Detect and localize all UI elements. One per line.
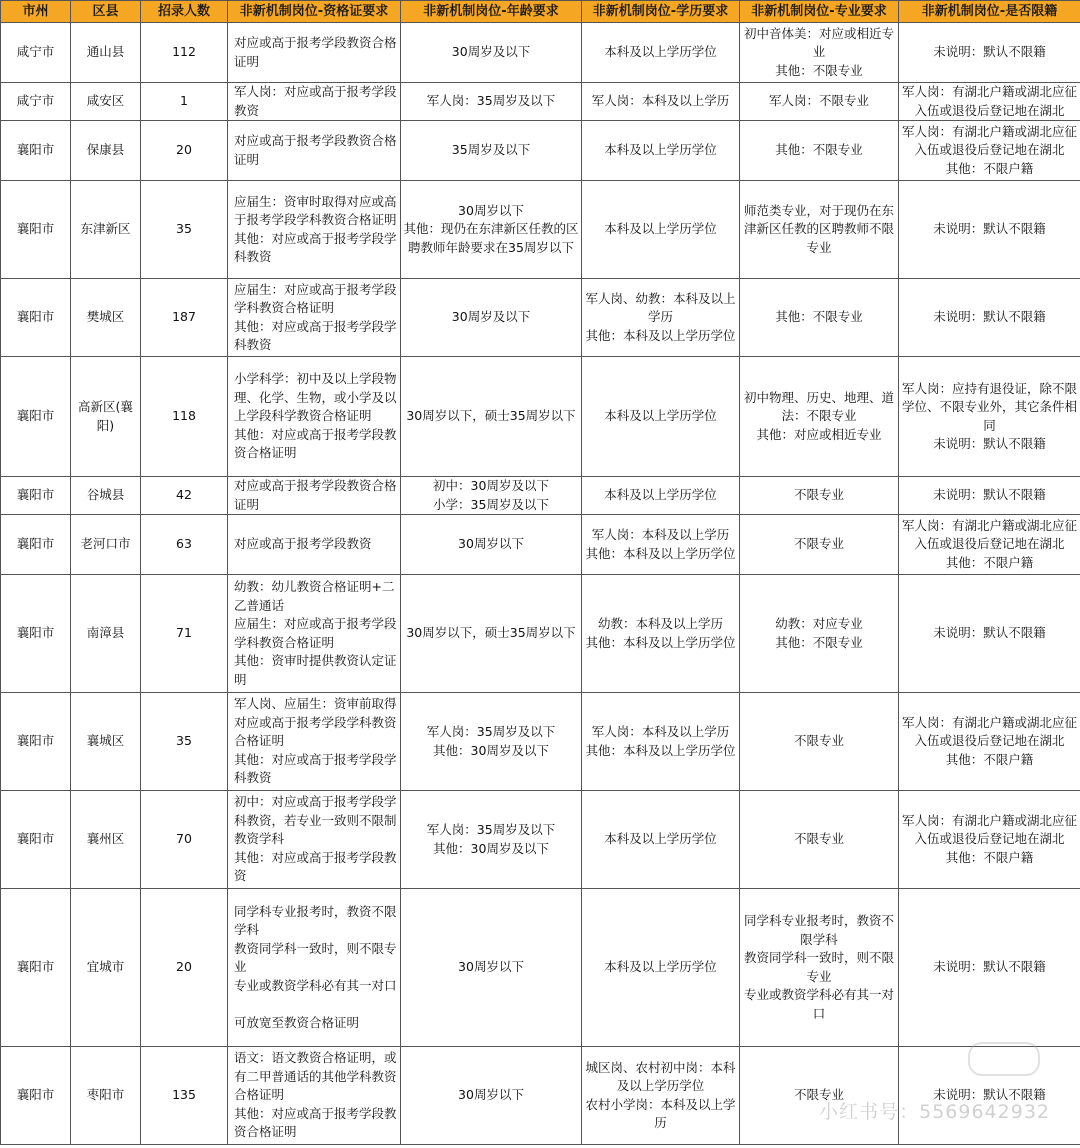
cert-cell: 同学科专业报考时，教资不限学科 教资同学科一致时，则不限专业 专业或教资学科必有其一对口 可放宽至教资合格证明 xyxy=(228,889,401,1047)
table-row xyxy=(1,1047,1080,1145)
city-cell: 襄阳市 xyxy=(1,181,71,279)
household-cell: 未说明：默认不限籍 xyxy=(899,889,1080,1047)
cert-cell: 军人岗、应届生：资审前取得对应或高于报考学段学科教资合格证明 其他：对应或高于报考学段学科教资 xyxy=(228,693,401,791)
age-cell: 军人岗：35周岁及以下 xyxy=(401,83,582,121)
district-cell: 通山县 xyxy=(71,23,141,83)
count-cell: 1 xyxy=(141,83,228,121)
table-row xyxy=(1,791,1080,889)
city-cell: 襄阳市 xyxy=(1,693,71,791)
header-count: 招录人数 xyxy=(141,1,228,23)
household-cell: 军人岗：有湖北户籍或湖北应征入伍或退役后登记地在湖北 其他：不限户籍 xyxy=(899,121,1080,181)
table-row xyxy=(1,477,1080,515)
education-cell: 本科及以上学历学位 xyxy=(582,477,740,515)
district-cell: 枣阳市 xyxy=(71,1047,141,1145)
table-row xyxy=(1,279,1080,357)
header-cert: 非新机制岗位-资格证要求 xyxy=(228,1,401,23)
education-cell: 幼教：本科及以上学历 其他：本科及以上学历学位 xyxy=(582,575,740,693)
city-cell: 襄阳市 xyxy=(1,477,71,515)
header-education: 非新机制岗位-学历要求 xyxy=(582,1,740,23)
education-cell: 本科及以上学历学位 xyxy=(582,121,740,181)
cert-cell: 幼教：幼儿教资合格证明+二乙普通话 应届生：对应或高于报考学段学科教资合格证明 其他：资审时提供教资认定证明 xyxy=(228,575,401,693)
age-cell: 30周岁及以下 xyxy=(401,23,582,83)
count-cell: 187 xyxy=(141,279,228,357)
cert-cell: 军人岗：对应或高于报考学段教资 xyxy=(228,83,401,121)
header-city: 市州 xyxy=(1,1,71,23)
watermark-text: 小红书号：5569642932 xyxy=(819,1101,1050,1123)
cert-cell: 对应或高于报考学段教资合格证明 xyxy=(228,23,401,83)
major-cell: 军人岗：不限专业 xyxy=(740,83,899,121)
district-cell: 南漳县 xyxy=(71,575,141,693)
household-cell: 未说明：默认不限籍 xyxy=(899,181,1080,279)
city-cell: 襄阳市 xyxy=(1,357,71,477)
city-cell: 襄阳市 xyxy=(1,515,71,575)
header-age: 非新机制岗位-年龄要求 xyxy=(401,1,582,23)
household-cell: 未说明：默认不限籍 xyxy=(899,279,1080,357)
cert-cell: 语文：语文教资合格证明，或有二甲普通话的其他学科教资合格证明 其他：对应或高于报考学段教资合格证明 xyxy=(228,1047,401,1145)
header-district: 区县 xyxy=(71,1,141,23)
education-cell: 本科及以上学历学位 xyxy=(582,357,740,477)
major-cell: 师范类专业，对于现仍在东津新区任教的区聘教师不限专业 xyxy=(740,181,899,279)
table-row xyxy=(1,23,1080,83)
age-cell: 30周岁及以下 xyxy=(401,279,582,357)
age-cell: 军人岗：35周岁及以下 其他：30周岁及以下 xyxy=(401,693,582,791)
education-cell: 城区岗、农村初中岗：本科及以上学历学位 农村小学岗：本科及以上学历 xyxy=(582,1047,740,1145)
household-cell: 军人岗：有湖北户籍或湖北应征入伍或退役后登记地在湖北 xyxy=(899,83,1080,121)
household-cell: 未说明：默认不限籍 xyxy=(899,575,1080,693)
table-row xyxy=(1,83,1080,121)
count-cell: 20 xyxy=(141,889,228,1047)
education-cell: 军人岗、幼教：本科及以上学历 其他：本科及以上学历学位 xyxy=(582,279,740,357)
city-cell: 襄阳市 xyxy=(1,791,71,889)
table-row xyxy=(1,181,1080,279)
header-row xyxy=(1,1,1080,23)
count-cell: 42 xyxy=(141,477,228,515)
district-cell: 老河口市 xyxy=(71,515,141,575)
household-cell: 军人岗：应持有退役证，除不限学位、不限专业外，其它条件相同 未说明：默认不限籍 xyxy=(899,357,1080,477)
cert-cell: 应届生：对应或高于报考学段学科教资合格证明 其他：对应或高于报考学段学科教资 xyxy=(228,279,401,357)
city-cell: 襄阳市 xyxy=(1,1047,71,1145)
count-cell: 112 xyxy=(141,23,228,83)
household-cell: 军人岗：有湖北户籍或湖北应征入伍或退役后登记地在湖北 其他：不限户籍 xyxy=(899,791,1080,889)
city-cell: 咸宁市 xyxy=(1,83,71,121)
cert-cell: 对应或高于报考学段教资 xyxy=(228,515,401,575)
education-cell: 本科及以上学历学位 xyxy=(582,889,740,1047)
education-cell: 军人岗：本科及以上学历 xyxy=(582,83,740,121)
age-cell: 35周岁及以下 xyxy=(401,121,582,181)
age-cell: 30周岁以下，硕士35周岁以下 xyxy=(401,357,582,477)
education-cell: 本科及以上学历学位 xyxy=(582,791,740,889)
table-row xyxy=(1,575,1080,693)
city-cell: 襄阳市 xyxy=(1,279,71,357)
count-cell: 35 xyxy=(141,693,228,791)
major-cell: 不限专业 xyxy=(740,515,899,575)
district-cell: 宜城市 xyxy=(71,889,141,1047)
header-major: 非新机制岗位-专业要求 xyxy=(740,1,899,23)
age-cell: 30周岁以下 xyxy=(401,889,582,1047)
major-cell: 不限专业 xyxy=(740,1047,899,1145)
table-row xyxy=(1,515,1080,575)
table-row xyxy=(1,121,1080,181)
major-cell: 其他：不限专业 xyxy=(740,121,899,181)
age-cell: 初中：30周岁及以下 小学：35周岁及以下 xyxy=(401,477,582,515)
major-cell: 其他：不限专业 xyxy=(740,279,899,357)
household-cell: 未说明：默认不限籍 xyxy=(899,23,1080,83)
district-cell: 咸安区 xyxy=(71,83,141,121)
cert-cell: 对应或高于报考学段教资合格证明 xyxy=(228,477,401,515)
major-cell: 初中物理、历史、地理、道法：不限专业 其他：对应或相近专业 xyxy=(740,357,899,477)
education-cell: 本科及以上学历学位 xyxy=(582,181,740,279)
watermark-logo-icon xyxy=(968,1042,1040,1076)
major-cell: 不限专业 xyxy=(740,693,899,791)
district-cell: 谷城县 xyxy=(71,477,141,515)
household-cell: 未说明：默认不限籍 xyxy=(899,1047,1080,1145)
education-cell: 本科及以上学历学位 xyxy=(582,23,740,83)
age-cell: 30周岁以下 xyxy=(401,1047,582,1145)
district-cell: 保康县 xyxy=(71,121,141,181)
city-cell: 襄阳市 xyxy=(1,575,71,693)
education-cell: 军人岗：本科及以上学历 其他：本科及以上学历学位 xyxy=(582,515,740,575)
count-cell: 63 xyxy=(141,515,228,575)
major-cell: 不限专业 xyxy=(740,477,899,515)
cert-cell: 小学科学：初中及以上学段物理、化学、生物，或小学及以上学段科学教资合格证明 其他：对应或高于报考学段教资合格证明 xyxy=(228,357,401,477)
count-cell: 135 xyxy=(141,1047,228,1145)
major-cell: 初中音体美：对应或相近专业 其他：不限专业 xyxy=(740,23,899,83)
district-cell: 东津新区 xyxy=(71,181,141,279)
age-cell: 军人岗：35周岁及以下 其他：30周岁及以下 xyxy=(401,791,582,889)
city-cell: 咸宁市 xyxy=(1,23,71,83)
count-cell: 118 xyxy=(141,357,228,477)
table-row xyxy=(1,889,1080,1047)
cert-cell: 应届生：资审时取得对应或高于报考学段学科教资合格证明 其他：对应或高于报考学段学科教资 xyxy=(228,181,401,279)
major-cell: 不限专业 xyxy=(740,791,899,889)
header-household: 非新机制岗位-是否限籍 xyxy=(899,1,1080,23)
table-row xyxy=(1,693,1080,791)
household-cell: 军人岗：有湖北户籍或湖北应征入伍或退役后登记地在湖北 其他：不限户籍 xyxy=(899,515,1080,575)
district-cell: 高新区(襄阳) xyxy=(71,357,141,477)
count-cell: 35 xyxy=(141,181,228,279)
cert-cell: 初中：对应或高于报考学段学科教资，若专业一致则不限制教资学科 其他：对应或高于报考学段教资 xyxy=(228,791,401,889)
table-row xyxy=(1,357,1080,477)
district-cell: 樊城区 xyxy=(71,279,141,357)
district-cell: 襄州区 xyxy=(71,791,141,889)
city-cell: 襄阳市 xyxy=(1,121,71,181)
age-cell: 30周岁以下 xyxy=(401,515,582,575)
cert-cell: 对应或高于报考学段教资合格证明 xyxy=(228,121,401,181)
education-cell: 军人岗：本科及以上学历 其他：本科及以上学历学位 xyxy=(582,693,740,791)
district-cell: 襄城区 xyxy=(71,693,141,791)
major-cell: 幼教：对应专业 其他：不限专业 xyxy=(740,575,899,693)
age-cell: 30周岁以下，硕士35周岁以下 xyxy=(401,575,582,693)
household-cell: 军人岗：有湖北户籍或湖北应征入伍或退役后登记地在湖北 其他：不限户籍 xyxy=(899,693,1080,791)
count-cell: 70 xyxy=(141,791,228,889)
household-cell: 未说明：默认不限籍 xyxy=(899,477,1080,515)
age-cell: 30周岁以下 其他：现仍在东津新区任教的区聘教师年龄要求在35周岁以下 xyxy=(401,181,582,279)
city-cell: 襄阳市 xyxy=(1,889,71,1047)
major-cell: 同学科专业报考时，教资不限学科 教资同学科一致时，则不限专业 专业或教资学科必有其一对口 xyxy=(740,889,899,1047)
count-cell: 20 xyxy=(141,121,228,181)
count-cell: 71 xyxy=(141,575,228,693)
